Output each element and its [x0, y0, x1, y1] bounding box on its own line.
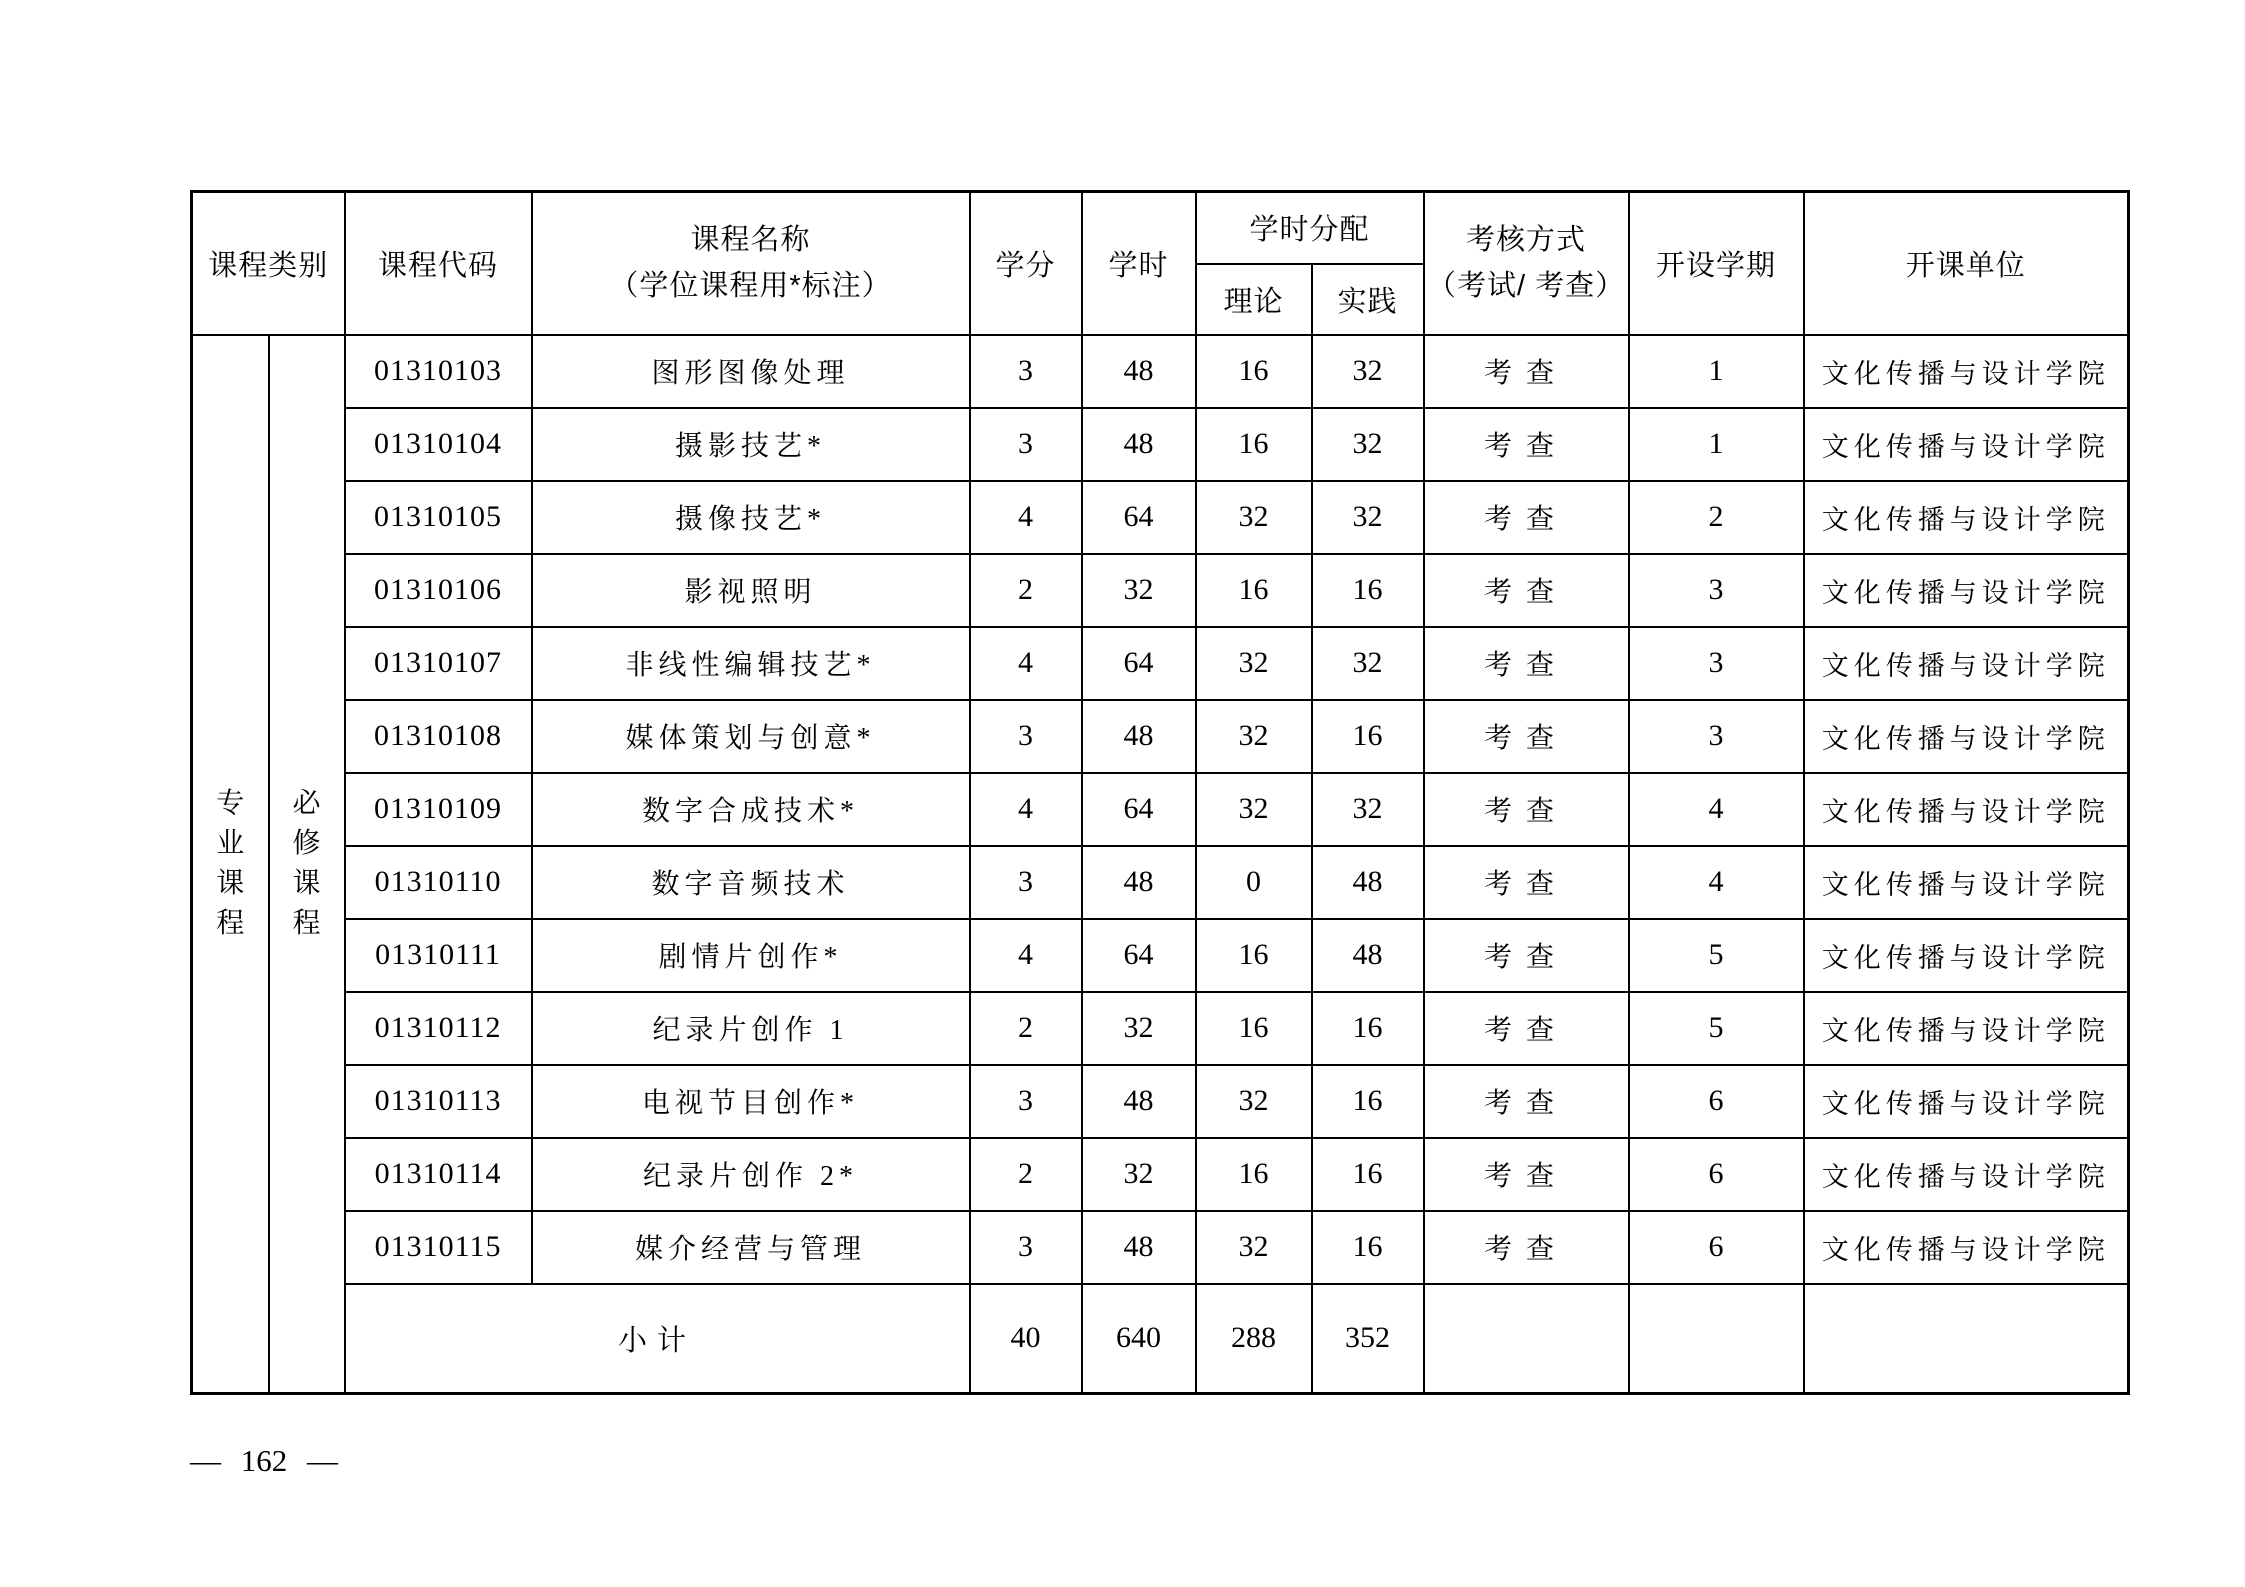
course-code-cell: 01310107 — [345, 627, 532, 700]
practice-hours-cell: 48 — [1312, 846, 1424, 919]
header-category: 课程类别 — [192, 192, 345, 335]
category-char: 程 — [292, 907, 321, 939]
subtotal-empty-unit-cell — [1804, 1284, 2129, 1394]
credits-cell: 2 — [970, 1138, 1082, 1211]
semester-cell: 4 — [1629, 846, 1804, 919]
course-name-cell: 电视节目创作* — [532, 1065, 970, 1138]
course-name-cell: 摄像技艺* — [532, 481, 970, 554]
category-required-cell-label — [270, 787, 344, 939]
course-row — [192, 1138, 2129, 1211]
credits-cell: 3 — [970, 1211, 1082, 1284]
course-code-cell: 01310112 — [345, 992, 532, 1065]
course-row — [192, 554, 2129, 627]
theory-hours-cell: 32 — [1196, 773, 1312, 846]
category-char: 程 — [216, 907, 245, 939]
practice-hours-cell: 16 — [1312, 1138, 1424, 1211]
assessment-cell: 考查 — [1424, 627, 1629, 700]
course-code-cell: 01310114 — [345, 1138, 532, 1211]
hours-cell: 32 — [1082, 554, 1196, 627]
category-required-cell — [269, 335, 345, 1394]
credits-cell: 3 — [970, 700, 1082, 773]
course-code-cell: 01310109 — [345, 773, 532, 846]
page-number: — 162 — — [190, 1443, 338, 1478]
assessment-cell: 考查 — [1424, 992, 1629, 1065]
course-name-cell: 图形图像处理 — [532, 335, 970, 408]
subtotal-practice-cell: 352 — [1312, 1284, 1424, 1394]
credits-cell: 4 — [970, 919, 1082, 992]
course-row — [192, 992, 2129, 1065]
course-name-cell: 纪录片创作 1 — [532, 992, 970, 1065]
hours-cell: 48 — [1082, 335, 1196, 408]
category-char: 业 — [216, 827, 245, 859]
theory-hours-cell: 16 — [1196, 554, 1312, 627]
practice-hours-cell: 16 — [1312, 1211, 1424, 1284]
hours-cell: 64 — [1082, 773, 1196, 846]
course-name-cell: 媒介经营与管理 — [532, 1211, 970, 1284]
theory-hours-cell: 32 — [1196, 1065, 1312, 1138]
credits-cell: 2 — [970, 554, 1082, 627]
course-row — [192, 408, 2129, 481]
category-char: 必 — [292, 787, 321, 819]
course-row — [192, 627, 2129, 700]
practice-hours-cell: 48 — [1312, 919, 1424, 992]
course-code-cell: 01310106 — [345, 554, 532, 627]
semester-cell: 6 — [1629, 1211, 1804, 1284]
theory-hours-cell: 16 — [1196, 919, 1312, 992]
hours-cell: 48 — [1082, 1211, 1196, 1284]
assessment-cell: 考查 — [1424, 1138, 1629, 1211]
subtotal-label-cell: 小计 — [345, 1284, 970, 1394]
hours-cell: 48 — [1082, 846, 1196, 919]
unit-cell: 文化传播与设计学院 — [1804, 627, 2129, 700]
subtotal-empty-semester-cell — [1629, 1284, 1804, 1394]
unit-cell: 文化传播与设计学院 — [1804, 408, 2129, 481]
course-row — [192, 919, 2129, 992]
course-name-cell: 摄影技艺* — [532, 408, 970, 481]
semester-cell: 2 — [1629, 481, 1804, 554]
practice-hours-cell: 16 — [1312, 554, 1424, 627]
credits-cell: 3 — [970, 846, 1082, 919]
header-theory: 理论 — [1196, 264, 1312, 335]
category-char: 专 — [216, 787, 245, 819]
header-name-line2: （学位课程用*标注） — [609, 270, 892, 303]
unit-cell: 文化传播与设计学院 — [1804, 992, 2129, 1065]
header-name-line1: 课程名称 — [690, 224, 811, 257]
unit-cell: 文化传播与设计学院 — [1804, 1065, 2129, 1138]
credits-cell: 2 — [970, 992, 1082, 1065]
category-char: 课 — [216, 867, 245, 899]
unit-cell: 文化传播与设计学院 — [1804, 700, 2129, 773]
course-code-cell: 01310111 — [345, 919, 532, 992]
practice-hours-cell: 16 — [1312, 992, 1424, 1065]
hours-cell: 32 — [1082, 1138, 1196, 1211]
assessment-cell: 考查 — [1424, 773, 1629, 846]
course-row — [192, 1065, 2129, 1138]
course-code-cell: 01310103 — [345, 335, 532, 408]
subtotal-empty-assessment-cell — [1424, 1284, 1629, 1394]
credits-cell: 4 — [970, 773, 1082, 846]
theory-hours-cell: 32 — [1196, 700, 1312, 773]
semester-cell: 3 — [1629, 627, 1804, 700]
theory-hours-cell: 32 — [1196, 1211, 1312, 1284]
unit-cell: 文化传播与设计学院 — [1804, 481, 2129, 554]
course-name-cell: 剧情片创作* — [532, 919, 970, 992]
unit-cell: 文化传播与设计学院 — [1804, 1211, 2129, 1284]
semester-cell: 1 — [1629, 335, 1804, 408]
credits-cell: 4 — [970, 481, 1082, 554]
course-name-cell: 数字音频技术 — [532, 846, 970, 919]
subtotal-theory-cell: 288 — [1196, 1284, 1312, 1394]
practice-hours-cell: 16 — [1312, 1065, 1424, 1138]
assessment-cell: 考查 — [1424, 554, 1629, 627]
theory-hours-cell: 0 — [1196, 846, 1312, 919]
hours-cell: 32 — [1082, 992, 1196, 1065]
unit-cell: 文化传播与设计学院 — [1804, 846, 2129, 919]
credits-cell: 3 — [970, 408, 1082, 481]
semester-cell: 1 — [1629, 408, 1804, 481]
practice-hours-cell: 32 — [1312, 773, 1424, 846]
semester-cell: 5 — [1629, 919, 1804, 992]
course-name-cell: 数字合成技术* — [532, 773, 970, 846]
curriculum-table — [190, 190, 2130, 1395]
header-code: 课程代码 — [345, 192, 532, 335]
hours-cell: 48 — [1082, 408, 1196, 481]
course-code-cell: 01310104 — [345, 408, 532, 481]
credits-cell: 4 — [970, 627, 1082, 700]
header-hours-allocation: 学时分配 — [1196, 192, 1424, 264]
semester-cell: 5 — [1629, 992, 1804, 1065]
hours-cell: 64 — [1082, 919, 1196, 992]
practice-hours-cell: 16 — [1312, 700, 1424, 773]
assessment-cell: 考查 — [1424, 1065, 1629, 1138]
course-row — [192, 481, 2129, 554]
assessment-cell: 考查 — [1424, 481, 1629, 554]
header-assessment-line2: （考试/ 考查） — [1426, 270, 1626, 303]
hours-cell: 48 — [1082, 700, 1196, 773]
course-code-cell: 01310105 — [345, 481, 532, 554]
course-code-cell: 01310108 — [345, 700, 532, 773]
hours-cell: 64 — [1082, 627, 1196, 700]
course-code-cell: 01310115 — [345, 1211, 532, 1284]
assessment-cell: 考查 — [1424, 408, 1629, 481]
subtotal-row — [192, 1284, 2129, 1394]
subtotal-credits-cell: 40 — [970, 1284, 1082, 1394]
practice-hours-cell: 32 — [1312, 408, 1424, 481]
unit-cell: 文化传播与设计学院 — [1804, 554, 2129, 627]
category-major-cell — [192, 335, 269, 1394]
assessment-cell: 考查 — [1424, 919, 1629, 992]
course-name-cell: 非线性编辑技艺* — [532, 627, 970, 700]
header-practice: 实践 — [1312, 264, 1424, 335]
course-row — [192, 1211, 2129, 1284]
header-credits: 学分 — [970, 192, 1082, 335]
theory-hours-cell: 16 — [1196, 335, 1312, 408]
assessment-cell: 考查 — [1424, 700, 1629, 773]
category-char: 课 — [292, 867, 321, 899]
theory-hours-cell: 32 — [1196, 627, 1312, 700]
course-row — [192, 846, 2129, 919]
unit-cell: 文化传播与设计学院 — [1804, 919, 2129, 992]
semester-cell: 3 — [1629, 700, 1804, 773]
subtotal-hours-cell: 640 — [1082, 1284, 1196, 1394]
semester-cell: 6 — [1629, 1065, 1804, 1138]
category-major-cell-label — [193, 787, 268, 939]
header-assessment — [1424, 192, 1629, 335]
header-hours: 学时 — [1082, 192, 1196, 335]
practice-hours-cell: 32 — [1312, 481, 1424, 554]
practice-hours-cell: 32 — [1312, 335, 1424, 408]
course-row — [192, 773, 2129, 846]
assessment-cell: 考查 — [1424, 846, 1629, 919]
assessment-cell: 考查 — [1424, 1211, 1629, 1284]
theory-hours-cell: 32 — [1196, 481, 1312, 554]
course-code-cell: 01310110 — [345, 846, 532, 919]
course-row — [192, 700, 2129, 773]
assessment-cell: 考查 — [1424, 335, 1629, 408]
unit-cell: 文化传播与设计学院 — [1804, 335, 2129, 408]
theory-hours-cell: 16 — [1196, 1138, 1312, 1211]
theory-hours-cell: 16 — [1196, 408, 1312, 481]
unit-cell: 文化传播与设计学院 — [1804, 773, 2129, 846]
header-unit: 开课单位 — [1804, 192, 2129, 335]
credits-cell: 3 — [970, 1065, 1082, 1138]
theory-hours-cell: 16 — [1196, 992, 1312, 1065]
course-row — [192, 335, 2129, 408]
semester-cell: 4 — [1629, 773, 1804, 846]
credits-cell: 3 — [970, 335, 1082, 408]
hours-cell: 48 — [1082, 1065, 1196, 1138]
header-name — [532, 192, 970, 335]
unit-cell: 文化传播与设计学院 — [1804, 1138, 2129, 1211]
header-assessment-line1: 考核方式 — [1466, 224, 1587, 257]
course-code-cell: 01310113 — [345, 1065, 532, 1138]
category-char: 修 — [292, 827, 321, 859]
course-name-cell: 影视照明 — [532, 554, 970, 627]
semester-cell: 6 — [1629, 1138, 1804, 1211]
practice-hours-cell: 32 — [1312, 627, 1424, 700]
course-name-cell: 媒体策划与创意* — [532, 700, 970, 773]
header-semester: 开设学期 — [1629, 192, 1804, 335]
semester-cell: 3 — [1629, 554, 1804, 627]
course-name-cell: 纪录片创作 2* — [532, 1138, 970, 1211]
hours-cell: 64 — [1082, 481, 1196, 554]
